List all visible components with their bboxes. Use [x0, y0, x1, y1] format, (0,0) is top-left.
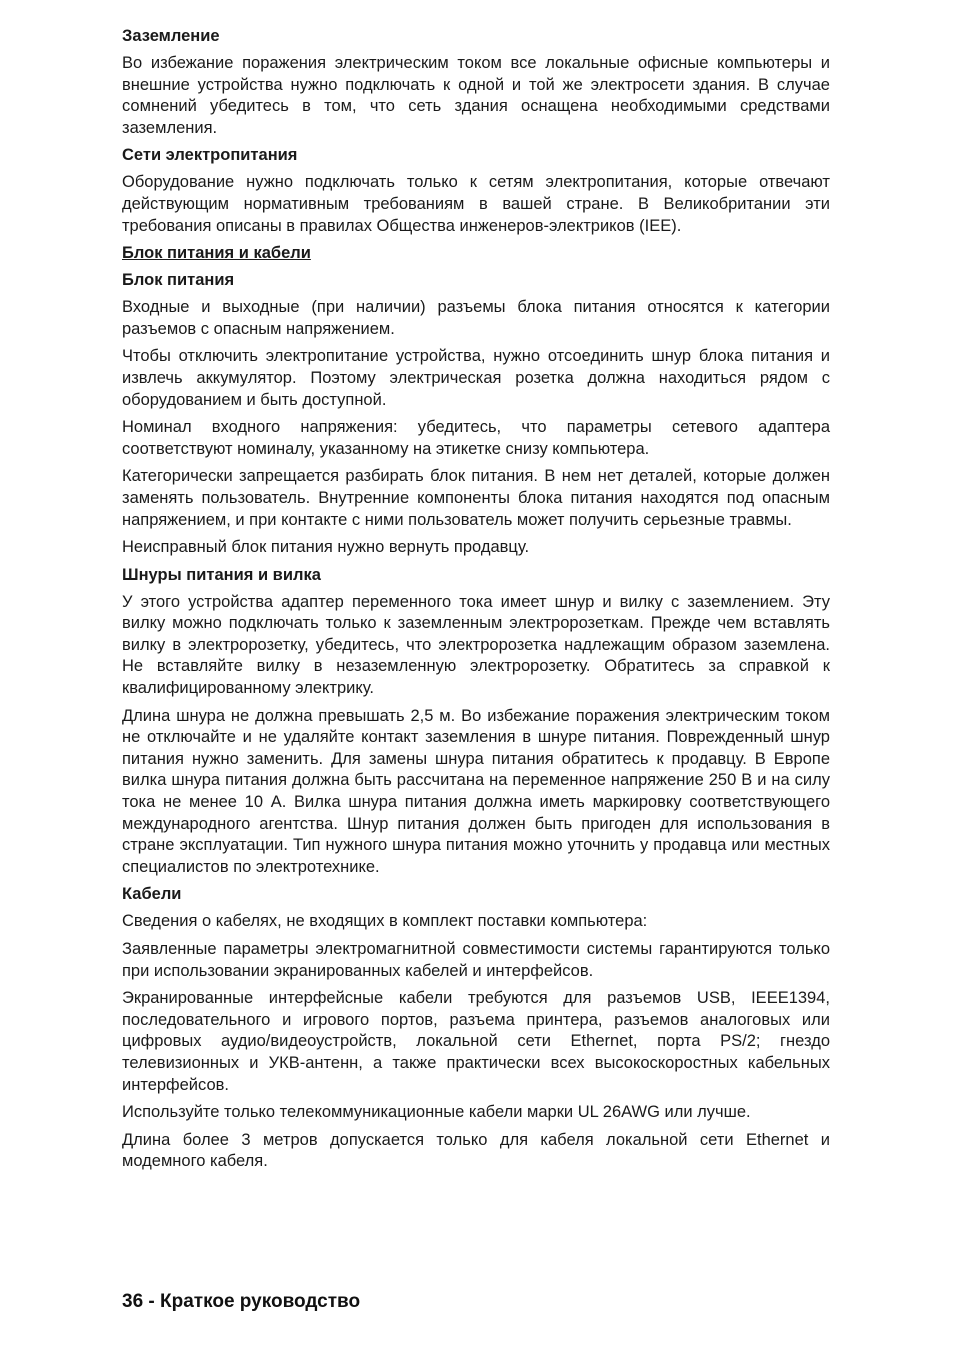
paragraph: Сведения о кабелях, не входящих в комплект поставки компьютера: [122, 912, 648, 931]
paragraph: Оборудование нужно подключать только к сетям электропитания, которые отвечают действующим нормативным требованиям в вашей стране. В Великобритании эти требования описаны в правилах Общества инженеров-электриков (IEE). [122, 173, 830, 235]
paragraph: Категорически запрещается разбирать блок питания. В нем нет деталей, которые должен заменять пользователь. Внутренние компоненты блока питания находятся под опасным напряжением, и при контакте с ними пользователь может получить серьезные травмы. [122, 467, 830, 529]
heading-cords-and-plug: Шнуры питания и вилка [122, 565, 321, 584]
paragraph: Неисправный блок питания нужно вернуть продавцу. [122, 538, 530, 557]
paragraph: Длина шнура не должна превышать 2,5 м. Во избежание поражения электрическим током не отключайте и не удаляйте контакт заземления в шнуре питания. Поврежденный шнур питания нужно заменить. Для замены шнура питания обратитесь к продавцу. В Европе вилка шнура питания должна быть рассчитана на переменное напряжение 250 В и на силу тока не менее 10 А. Вилка шнура питания должна иметь маркировку соответствующего международного агентства. Шнур питания должен быть пригоден для использования в стране эксплуатации. Тип нужного шнура питания можно уточнить у продавца или местных специалистов по электротехнике. [122, 706, 830, 876]
page-footer: 36 - Краткое руководство [122, 1291, 361, 1312]
paragraph: Экранированные интерфейсные кабели требуются для разъемов USB, IEEE1394, последовательного и игрового портов, разъема принтера, разъемов аналоговых или цифровых аудио/видеоустройств, локальной сети Ethernet, порта PS/2; гнездо телевизионных и УКВ-антенн, а также практически всех высокоскоростных кабельных интерфейсов. [122, 989, 830, 1094]
heading-cables: Кабели [122, 885, 182, 904]
paragraph: Заявленные параметры электромагнитной совместимости системы гарантируются только при использовании экранированных кабелей и интерфейсов. [122, 940, 830, 980]
heading-power-networks: Сети электропитания [122, 146, 298, 165]
heading-grounding: Заземление [122, 27, 220, 45]
paragraph: У этого устройства адаптер переменного тока имеет шнур и вилку с заземлением. Эту вилку можно подключать только к заземленным электророзеткам. Прежде чем вставлять вилку в электророзетку, убедитесь, что электророзетка надлежащим образом заземлена. Не вставляйте вилку в незаземленную электророзетку. Обратитесь за справкой к квалифицированному электрику. [122, 592, 830, 698]
paragraph: Чтобы отключить электропитание устройства, нужно отсоединить шнур блока питания и извлечь аккумулятор. Поэтому электрическая розетка должна находиться рядом с оборудованием и быть доступной. [122, 347, 830, 409]
heading-psu-and-cables: Блок питания и кабели [122, 244, 311, 263]
paragraph: Длина более 3 метров допускается только для кабеля локальной сети Ethernet и модемного кабеля. [122, 1130, 830, 1171]
paragraph: Используйте только телекоммуникационные кабели марки UL 26AWG или лучше. [122, 1103, 751, 1122]
paragraph: Во избежание поражения электрическим током все локальные офисные компьютеры и внешние устройства нужно подключать к одной и той же электросети здания. В случае сомнений убедитесь в том, что сеть здания оснащена необходимыми средствами заземления. [122, 54, 830, 137]
page-content [122, 26, 830, 1179]
paragraph: Номинал входного напряжения: убедитесь, что параметры сетевого адаптера соответствуют номиналу, указанному на этикетке снизу компьютера. [122, 418, 830, 458]
paragraph: Входные и выходные (при наличии) разъемы блока питания относятся к категории разъемов с опасным напряжением. [122, 298, 830, 338]
heading-psu: Блок питания [122, 271, 235, 290]
